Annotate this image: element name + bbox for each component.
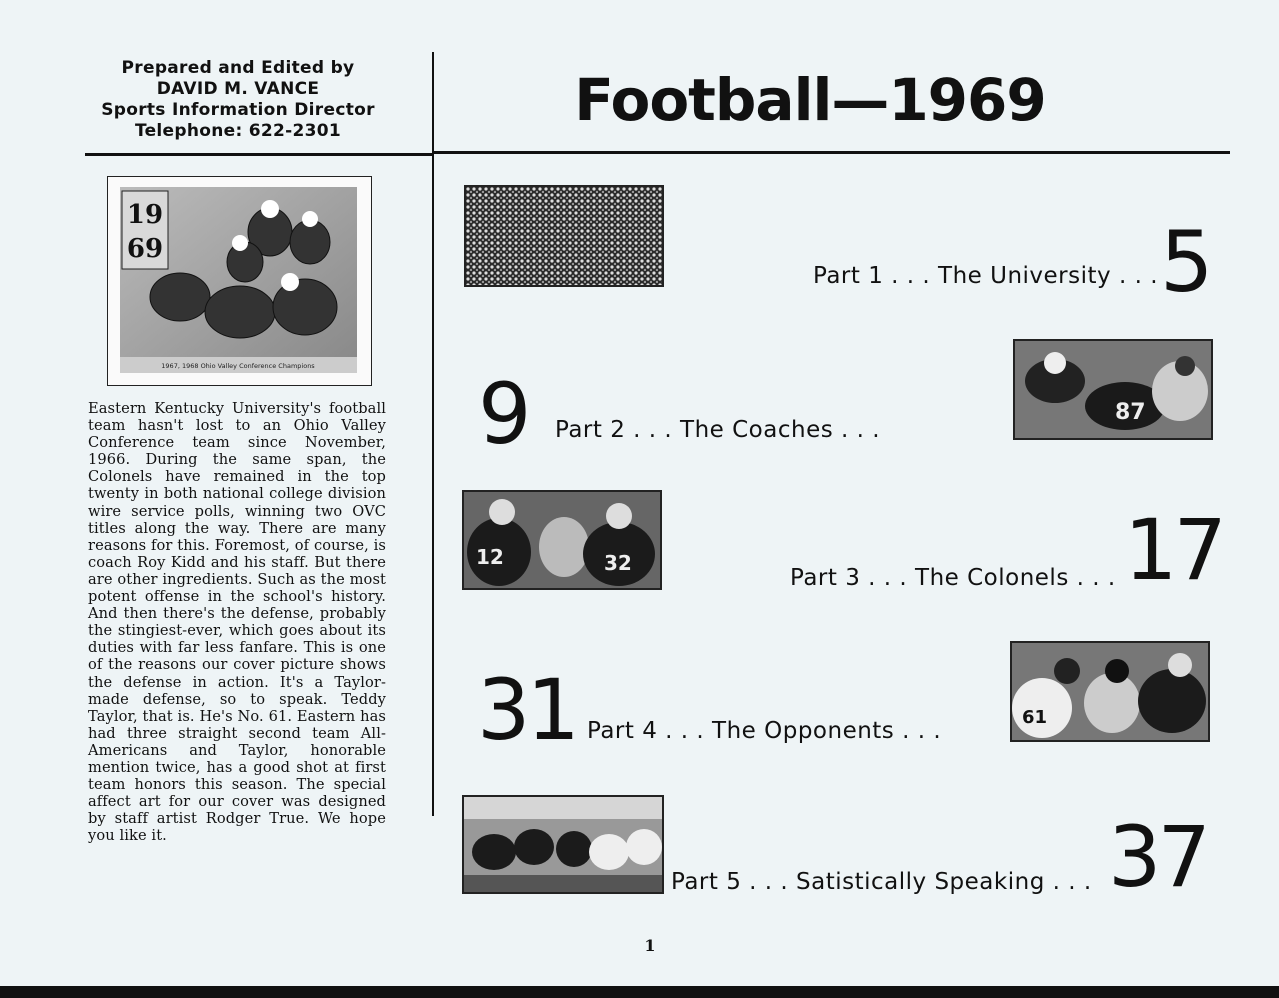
- bottom-border: [0, 986, 1279, 998]
- statistics-photo: [462, 795, 664, 894]
- credit-line: Sports Information Director: [101, 100, 375, 120]
- cover-year-bottom: 69: [126, 234, 164, 264]
- svg-text:61: 61: [1022, 707, 1048, 728]
- svg-text:12: 12: [476, 545, 504, 569]
- svg-text:32: 32: [604, 551, 632, 575]
- credit-line: Telephone: 622-2301: [134, 121, 342, 141]
- coaches-photo: [1013, 339, 1213, 440]
- cover-caption: 1967, 1968 Ohio Valley Conference Champions: [161, 362, 315, 370]
- contents-part-1-page: 5: [1160, 213, 1210, 311]
- intro-text: Eastern Kentucky University's football team hasn't lost to an Ohio Valley Conference team since November, 1966. During the same span, the Colonels have remained in the top twenty in both national college division wire service polls, winning two OVC titles along the way. There are many reasons for this. Foremost, of course, is coach Roy Kidd and his staff. But there are other ingredients. Such as the most potent offense in the school's history. And then there's the defense, probably the stingiest-ever, which goes about its duties with far less fanfare. This is one of the reasons our cover picture shows the defense in action. It's a Taylor-made defense, so to speak. Teddy Taylor, that is. He's No. 61. Eastern has had three straight second team All-Americans and Taylor, honorable mention twice, has a good shot at first team honors this season. The special affect art for our cover was designed by staff artist Rodger True. We hope you like it.: [88, 400, 386, 845]
- credit-line: Prepared and Edited by: [121, 58, 355, 78]
- cover-image-frame: [107, 176, 372, 386]
- contents-part-5-label: Part 5 . . . Satistically Speaking . . .: [671, 869, 1092, 895]
- page-title: Football—1969: [574, 66, 1046, 134]
- contents-part-3-page: 17: [1124, 501, 1223, 599]
- contents-part-2-label: Part 2 . . . The Coaches . . .: [555, 417, 881, 443]
- contents-part-3-label: Part 3 . . . The Colonels . . .: [790, 565, 1116, 591]
- cover-image: [120, 187, 357, 373]
- contents-part-4-page: 31: [477, 661, 576, 759]
- opponents-photo: [1010, 641, 1210, 742]
- credit-line: DAVID M. VANCE: [156, 79, 320, 99]
- contents-part-5-page: 37: [1108, 808, 1207, 906]
- contents-part-4-label: Part 4 . . . The Opponents . . .: [587, 718, 942, 744]
- colonels-photo: [462, 490, 662, 590]
- page-number: 1: [644, 936, 656, 955]
- crowd-photo: [464, 185, 664, 287]
- credits-block: [88, 58, 388, 142]
- svg-text:87: 87: [1115, 400, 1146, 425]
- contents-part-1-label: Part 1 . . . The University . . .: [813, 263, 1159, 289]
- contents-part-2-page: 9: [478, 365, 528, 463]
- horizontal-divider-right: [433, 151, 1230, 154]
- vertical-divider: [432, 52, 434, 816]
- cover-year-top: 19: [126, 200, 164, 230]
- horizontal-divider-left: [85, 153, 433, 156]
